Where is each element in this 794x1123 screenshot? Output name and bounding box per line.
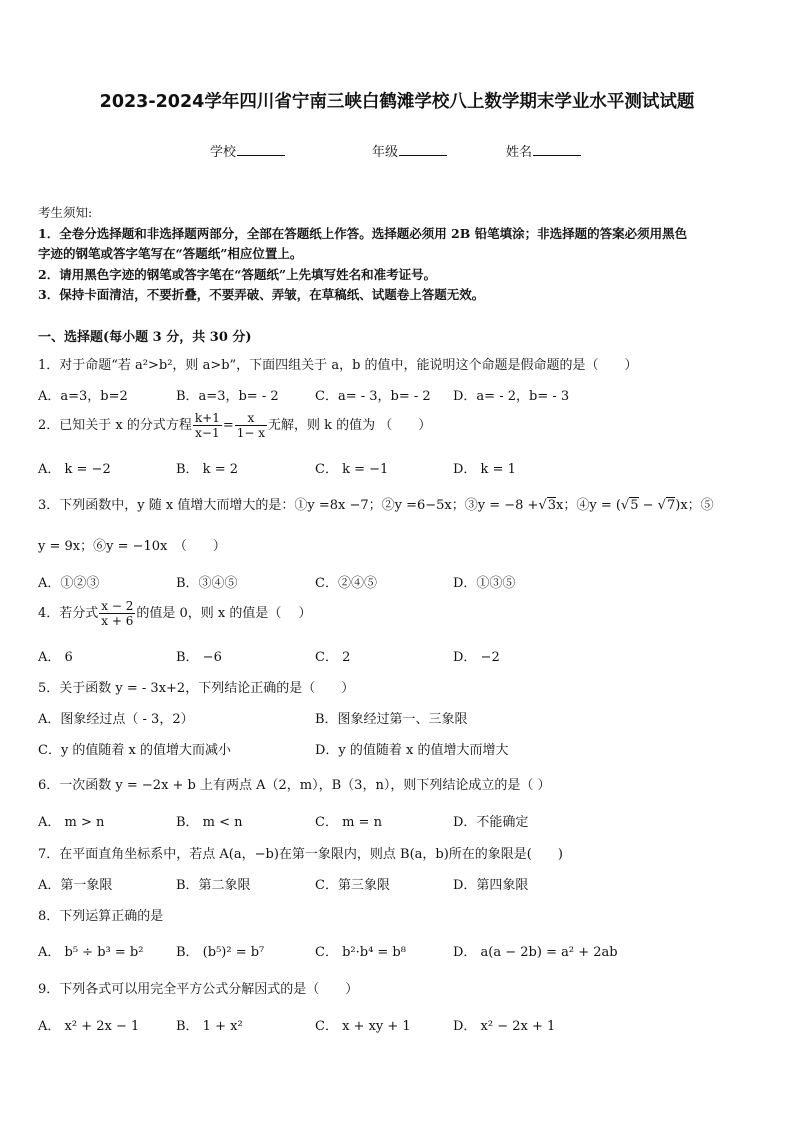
grade-field[interactable]: [372, 141, 447, 160]
q1-option-d[interactable]: D．a= - 2，b= - 3: [453, 389, 570, 404]
q5-option-c[interactable]: C．y 的值随着 x 的值增大而减小: [38, 743, 232, 758]
q9-option-d[interactable]: D． x² − 2x + 1: [453, 1019, 556, 1034]
question-5-stem: 5．关于函数 y = - 3x+2，下列结论正确的是（ ）: [38, 681, 355, 696]
note-item: 2．请用黑色字迹的钢笔或答字笔在“答题纸”上先填写姓名和准考证号。: [38, 266, 437, 282]
q3-text-part3: )x；⑤: [675, 498, 714, 513]
question-9-stem: 9．下列各式可以用完全平方公式分解因式的是（ ）: [38, 982, 359, 997]
q4-option-c[interactable]: C． 2: [315, 650, 351, 665]
notes-heading: 考生须知:: [38, 205, 93, 220]
name-label: 姓名: [506, 145, 533, 160]
fraction-numerator: x − 2: [101, 599, 134, 613]
question-6-stem: 6．一次函数 y = −2x + b 上有两点 A（2，m），B（3，n），则下列结论成立的是（ ）: [38, 778, 551, 793]
q4-option-a[interactable]: A． 6: [38, 650, 73, 665]
question-8-stem: 8．下列运算正确的是: [38, 909, 164, 924]
q8-option-c[interactable]: C． b²·b⁴ = b⁸: [315, 945, 406, 960]
q7-option-a[interactable]: A．第一象限: [38, 878, 113, 893]
q1-option-a[interactable]: A．a=3，b=2: [38, 389, 128, 404]
question-4-stem: [38, 599, 312, 628]
q4-text-post: 的值是 0，则 x 的值是（ ）: [136, 606, 312, 621]
q8-option-a[interactable]: A． b⁵ ÷ b³ = b²: [38, 945, 144, 960]
school-label: 学校: [210, 145, 237, 160]
section-heading: 一、选择题(每小题 3 分，共 30 分): [38, 330, 252, 345]
q3-radicand: 3: [547, 498, 557, 513]
q2-option-b[interactable]: B． k = 2: [176, 462, 238, 477]
fraction-denominator: 1− x: [236, 426, 266, 440]
fraction-numerator: x: [235, 411, 267, 426]
q3-text-part1: 3．下列函数中，y 随 x 值增大而增大的是：①y =8x −7；②y =6−5x；③y = −8 +: [38, 498, 539, 513]
school-field[interactable]: [210, 141, 285, 160]
q6-option-d[interactable]: D．不能确定: [453, 815, 529, 830]
note-item: 1．全卷分选择题和非选择题两部分，全部在答题纸上作答。选择题必须用 2B 铅笔填涂；非选择题的答案必须用黑色: [38, 225, 688, 241]
q3-radicand: 7: [666, 498, 676, 513]
q7-option-d[interactable]: D．第四象限: [453, 878, 529, 893]
q3-option-a[interactable]: A．①②③: [38, 576, 100, 591]
q1-option-b[interactable]: B．a=3，b= - 2: [176, 389, 279, 404]
q4-text-pre: 4．若分式: [38, 606, 99, 621]
q4-option-b[interactable]: B． −6: [176, 650, 222, 665]
q9-option-c[interactable]: C． x + xy + 1: [315, 1019, 411, 1034]
q5-option-a[interactable]: A．图象经过点（ - 3，2）: [38, 712, 194, 727]
question-2-stem: 2．已知关于 x 的分式方程 $\frac{k+1}{x-1}$ = $\frac{x}{1- x}$ 无解，则 k 的值为 （ ）: [38, 411, 432, 440]
q3-text-part2: x；④y = (: [556, 498, 621, 513]
q8-option-d[interactable]: D． a(a − 2b) = a² + 2ab: [453, 945, 618, 960]
note-item: 字迹的钢笔或答字笔写在“答题纸”相应位置上。: [38, 246, 303, 261]
question-1-stem: 1．对于命题“若 a²>b²，则 a>b”，下面四组关于 a，b 的值中，能说明这个命题是假命题的是（ ）: [38, 358, 638, 373]
q3-minus: −: [638, 498, 658, 513]
question-7-stem: 7．在平面直角坐标系中，若点 A(a，−b)在第一象限内，则点 B(a，b)所在的象限是( ): [38, 847, 563, 862]
question-3-stem-line2: y = 9x；⑥y = −10x （ ）: [38, 539, 226, 554]
q2-fraction-left: [193, 411, 222, 440]
q5-option-b[interactable]: B．图象经过第一、三象限: [315, 712, 468, 727]
q3-option-c[interactable]: C．②④⑤: [315, 576, 377, 591]
q5-option-d[interactable]: D．y 的值随着 x 的值增大而增大: [315, 743, 509, 758]
q8-option-b[interactable]: B． (b⁵)² = b⁷: [176, 945, 265, 960]
q2-text-post: 无解，则 k 的值为 （ ）: [268, 418, 432, 433]
q2-text-pre: 2．已知关于 x 的分式方程: [38, 418, 192, 433]
q7-option-b[interactable]: B．第二象限: [176, 878, 251, 893]
fraction-numerator: k+1: [194, 411, 220, 425]
q2-fraction-right: [235, 411, 267, 440]
q9-option-b[interactable]: B． 1 + x²: [176, 1019, 243, 1034]
grade-label: 年级: [372, 145, 399, 160]
q1-option-c[interactable]: C．a= - 3，b= - 2: [315, 389, 431, 404]
q2-option-a[interactable]: A． k = −2: [38, 462, 111, 477]
q2-option-d[interactable]: D． k = 1: [453, 462, 516, 477]
q2-option-c[interactable]: C． k = −1: [315, 462, 389, 477]
q7-option-c[interactable]: C．第三象限: [315, 878, 390, 893]
fraction-denominator: x−1: [195, 426, 220, 440]
q6-option-a[interactable]: A． m > n: [38, 815, 105, 830]
question-3-stem: 3．下列函数中，y 随 x 值增大而增大的是：①y =8x −7；②y =6−5x；③y = −8 +√3x；④y = (√5 − √7)x；⑤: [38, 498, 714, 513]
name-field[interactable]: [506, 141, 581, 160]
q4-fraction: [99, 599, 135, 628]
exam-notes: [38, 203, 760, 306]
q4-option-d[interactable]: D． −2: [453, 650, 500, 665]
fraction-denominator: x + 6: [101, 614, 134, 628]
q3-radicand: 5: [630, 498, 639, 513]
q3-option-d[interactable]: D．①③⑤: [453, 576, 516, 591]
page-title: 2023-2024学年四川省宁南三峡白鹤滩学校八上数学期末学业水平测试试题: [99, 92, 695, 112]
q3-option-b[interactable]: B．③④⑤: [176, 576, 238, 591]
q6-option-b[interactable]: B． m < n: [176, 815, 243, 830]
q9-option-a[interactable]: A． x² + 2x − 1: [38, 1019, 140, 1034]
q6-option-c[interactable]: C． m = n: [315, 815, 382, 830]
note-item: 3．保持卡面清洁，不要折叠，不要弄破、弄皱，在草稿纸、试题卷上答题无效。: [38, 287, 485, 302]
